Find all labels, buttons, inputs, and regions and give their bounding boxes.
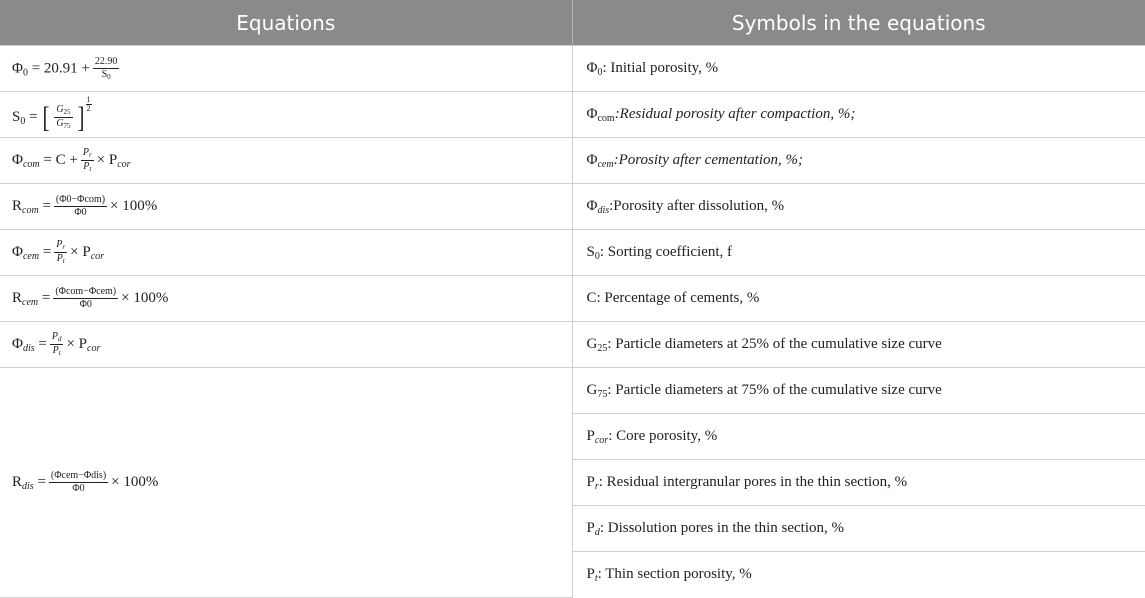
left-bracket: [	[42, 100, 50, 134]
fraction: $\frac{G_{25}}{G_{75}}$	[56, 104, 71, 131]
fraction: $\frac{\text{(Φcem−Φdis)}}{\Phi 0}$	[50, 469, 107, 494]
equation-sorting-coefficient: $S_0$ = [ $\frac{G_{25}}{G_{75}}$ ] $\frac{1}{2}$	[0, 92, 572, 138]
equation-rate-dissolution: $R_{dis}$ = $\frac{\text{(Φcem−Φdis)}}{\Phi 0}$ × 100%	[0, 368, 572, 598]
symbol-cell: $\Phi_{cem}:Porosity$ after cementation, %;	[572, 138, 1145, 184]
equation-rate-cementation: $R_{cem}$ = $\frac{\text{(Φcom−Φcem)}}{\Phi 0}$ × 100%	[0, 276, 572, 322]
table-row	[0, 138, 1145, 184]
exponent-fraction: $\frac{1}{2}$	[86, 95, 91, 114]
symbol-cell: $G_{75}$: Particle diameters at 75% of the cumulative size curve	[572, 368, 1145, 414]
fraction: $\frac{P_r}{P_t}$	[56, 239, 66, 265]
equation-porosity-compaction: $\Phi_{com} = C$ + $\frac{P_r}{P_t}$ × $P_{cor}$	[0, 138, 572, 184]
symbol-cell: $P_r$: Residual intergranular pores in the thin section, %	[572, 460, 1145, 506]
equation-rate-compaction: $R_{com}$ = $\frac{\text{(Φ0−Φcom)}}{\Phi 0}$ × 100%	[0, 184, 572, 230]
equation-initial-porosity: $\Phi_0 = 20.91$ + $\frac{22.90}{S_0}$	[0, 46, 572, 92]
equation-porosity-cementation: $\Phi_{cem}$ = $\frac{P_r}{P_t}$ × $P_{cor}$	[0, 230, 572, 276]
symbol-cell: $S_0$: Sorting coefficient, f	[572, 230, 1145, 276]
fraction: $\frac{\text{(Φcom−Φcem)}}{\Phi 0}$	[55, 286, 117, 310]
header-symbols: Symbols in the equations	[572, 0, 1145, 46]
symbol-cell: $P_{cor}$: Core porosity, %	[572, 414, 1145, 460]
table-row	[0, 368, 1145, 414]
table-row	[0, 322, 1145, 368]
fraction: $\frac{P_r}{P_t}$	[82, 147, 92, 173]
table-row	[0, 276, 1145, 322]
right-bracket: ]	[77, 100, 85, 134]
fraction: $\frac{P_d}{P_t}$	[51, 331, 62, 357]
symbol-cell: $\Phi_{com}:Residual$ porosity after compaction, %;	[572, 92, 1145, 138]
symbol-cell: $P_d$: Dissolution pores in the thin section, %	[572, 506, 1145, 552]
header-equations: Equations	[0, 0, 572, 46]
table-row	[0, 184, 1145, 230]
symbol-cell: $\Phi_0$: Initial porosity, %	[572, 46, 1145, 92]
equation-porosity-dissolution: $\Phi_{dis}$ = $\frac{P_d}{P_t}$ × $P_{cor}$	[0, 322, 572, 368]
fraction: $\frac{\text{(Φ0−Φcom)}}{\Phi 0}$	[55, 194, 106, 218]
symbol-cell: $\Phi_{dis}:Porosity$ after dissolution, %	[572, 184, 1145, 230]
symbol-cell: $P_t$: Thin section porosity, %	[572, 552, 1145, 598]
symbol-cell: $G_{25}$: Particle diameters at 25% of the cumulative size curve	[572, 322, 1145, 368]
header-row	[0, 0, 1145, 46]
table-row	[0, 92, 1145, 138]
fraction: $\frac{22.90}{S_0}$	[94, 55, 118, 81]
table-row	[0, 230, 1145, 276]
table-row	[0, 46, 1145, 92]
symbol-cell: C: Percentage of cements, %	[572, 276, 1145, 322]
